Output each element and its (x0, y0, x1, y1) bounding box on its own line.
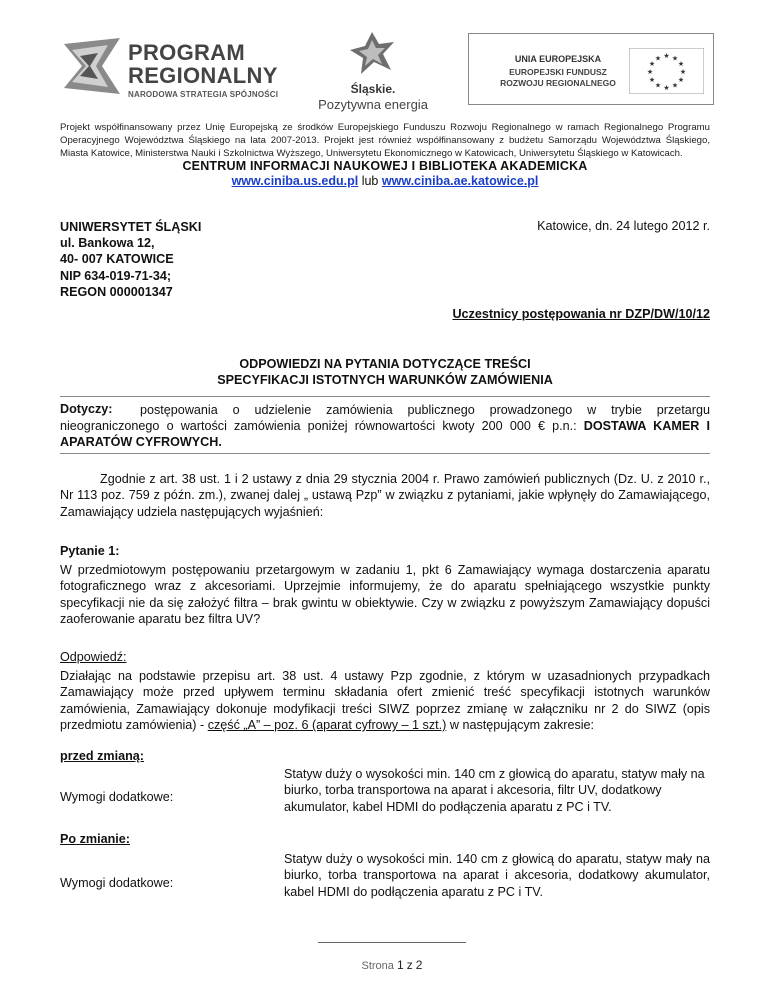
sender-line: 40- 007 KATOWICE (60, 252, 174, 267)
program-regionalny-emblem-icon (62, 36, 122, 96)
eu-logo-line3: ROZWOJU REGIONALNEGO (500, 78, 616, 88)
footer-page: 1 (396, 958, 404, 972)
slaskie-logo-line2: Pozytywna energia (318, 97, 428, 112)
before-change-label: przed zmianą: (60, 749, 144, 763)
ciniba-links (60, 174, 710, 188)
program-logo-line3: NARODOWA STRATEGIA SPÓJNOŚCI (128, 90, 279, 99)
sender-line: UNIWERSYTET ŚLĄSKI (60, 220, 202, 234)
program-regionalny-logo (62, 30, 292, 108)
funding-note (60, 121, 710, 160)
eu-logo-line2: EUROPEJSKI FUNDUSZ (509, 67, 607, 77)
answer-text (60, 668, 710, 734)
ciniba-link-ae[interactable]: www.ciniba.ae.katowice.pl (381, 174, 539, 188)
svg-text:★: ★ (654, 54, 662, 63)
svg-text:★: ★ (677, 60, 685, 68)
question-text: W przedmiotowym postępowaniu przetargowym w zadaniu 1, pkt 6 Zamawiający wymaga dostarczenia aparatu fotograficznego wraz z akcesoriami. Uprzejmie informujemy, że do aparatu spełniającego wszystkie punkty specyfikacji nie da się założyć filtra – brak gwintu w obiektywie. Czy w związku z powyższym Zamawiający dopuści zaoferowanie aparatu bez filtra UV? (60, 563, 710, 627)
dotyczy-continuation (60, 418, 710, 450)
sender-line: REGON 000001347 (60, 284, 173, 299)
before-req-text: Statyw duży o wysokości min. 140 cm z głowicą do aparatu, statyw mały na biurko, torba transportowa na aparat i akcesoria, filtr UV, dodatkowy akumulator, kabel HDMI do podłączenia aparatu z PC i TV. (284, 767, 705, 814)
sender-address (60, 219, 201, 300)
eu-flag-icon (629, 48, 704, 94)
ciniba-links-connector: lub (361, 174, 379, 188)
funding-note-text: Projekt współfinansowany przez Unię Europejską ze środków Europejskiego Funduszu Rozwoju Regionalnego w ramach Regionalnego Programu Operacyjnego Województwa Śląskiego na lata 2007-2013. Projekt jest również współfinansowany z budżetu Samorządu Województwa Śląskiego, Miasta Katowice, Ministerstwa Nauki i Szkolnictwa Wyższego, Uniwersytetu Ekonomicznego w Katowicach, Uniwersytetu Śląskiego w Katowicach. (60, 122, 710, 159)
eu-logo (468, 33, 714, 105)
svg-text:★: ★ (671, 54, 679, 63)
participants-line: Uczestnicy postępowania nr DZP/DW/10/12 (452, 307, 710, 321)
page-footer (318, 958, 466, 972)
svg-text:★: ★ (648, 60, 656, 68)
ciniba-title: CENTRUM INFORMACJI NAUKOWEJ I BIBLIOTEKA AKADEMICKA (182, 159, 588, 173)
before-req-label: Wymogi dodatkowe: (60, 790, 174, 804)
svg-text:★: ★ (679, 68, 687, 76)
after-req-text: Statyw duży o wysokości min. 140 cm z głowicą do aparatu, statyw mały na biurko, torba transportowa na aparat i akcesoria, dodatkowy akumulator, kabel HDMI do podłączenia aparatu z PC i TV. (284, 852, 710, 899)
sender-line: NIP 634-019-71-34; (60, 268, 172, 283)
svg-text:★: ★ (663, 52, 670, 60)
question-label: Pytanie 1: (60, 544, 120, 558)
footer-sep: z (406, 958, 413, 972)
answer-text-after: w następującym zakresie: (449, 718, 595, 733)
eu-logo-line1: UNIA EUROPEJSKA (514, 54, 602, 64)
slaskie-logo (318, 30, 428, 110)
answer-text-underlined: część „A” – poz. 6 (aparat cyfrowy – 1 szt.) (207, 718, 447, 733)
svg-text:★: ★ (663, 84, 670, 92)
answer-label: Odpowiedź: (60, 650, 127, 664)
after-change-label: Po zmianie: (60, 832, 130, 846)
dotyczy-rest: nieograniczonego o wartości zamówienia poniżej równowartości kwoty 200 000 € p.n.: (60, 419, 577, 433)
program-logo-line1: PROGRAM (128, 40, 245, 65)
divider-bottom (60, 453, 710, 454)
heading-line1: ODPOWIEDZI NA PYTANIA DOTYCZĄCE TREŚCI (239, 357, 531, 371)
ciniba-link-us[interactable]: www.ciniba.us.edu.pl (231, 174, 359, 188)
dotyczy-first-line: postępowania o udzielenie zamówienia publicznego prowadzonego w trybie przetargu (140, 403, 710, 417)
slaskie-bird-icon (347, 30, 397, 76)
dotyczy-subject: DOSTAWA KAMER I APARATÓW CYFROWYCH. (60, 419, 710, 450)
dotyczy-text (130, 402, 710, 418)
svg-text:★: ★ (648, 76, 656, 84)
dotyczy-label: Dotyczy: (60, 402, 113, 416)
slaskie-logo-line1: Śląskie. (350, 82, 396, 96)
heading-line2: SPECYFIKACJI ISTOTNYCH WARUNKÓW ZAMÓWIENIA (217, 373, 553, 387)
footer-divider (318, 942, 466, 943)
program-logo-line2: REGIONALNY (128, 63, 278, 88)
intro-paragraph: Zgodnie z art. 38 ust. 1 i 2 ustawy z dnia 29 stycznia 2004 r. Prawo zamówień publicznych (Dz. U. z 2010 r., Nr 113 poz. 759 z późn. zm.), zwanej dalej „ ustawą Pzp” w związku z pytaniami, jakie wpłynęły do Zamawiającego, Zamawiający udziela następujących wyjaśnień: (60, 472, 710, 519)
footer-total: 2 (415, 958, 423, 972)
footer-prefix: Strona (361, 960, 394, 972)
divider-top (60, 396, 710, 397)
date-line: Katowice, dn. 24 lutego 2012 r. (537, 219, 710, 233)
after-req-label: Wymogi dodatkowe: (60, 876, 174, 890)
document-heading (60, 356, 710, 388)
sender-line: ul. Bankowa 12, (60, 236, 155, 251)
svg-text:★: ★ (646, 68, 654, 76)
svg-text:★: ★ (654, 81, 662, 90)
svg-text:★: ★ (671, 81, 679, 90)
answer-text-before: Działając na podstawie przepisu art. 38 ust. 4 ustawy Pzp zgodnie, z którym w uzasadnionych przypadkach Zamawiający może przed upływem terminu składania ofert zmienić treść specyfikacji istotnych warunków zamówienia, Zamawiający dokonuje modyfikacji treści SIWZ poprzez zmianę w załączniku nr 2 do SIWZ (opis przedmiotu zamówienia) - (60, 669, 710, 733)
svg-text:★: ★ (677, 76, 685, 84)
